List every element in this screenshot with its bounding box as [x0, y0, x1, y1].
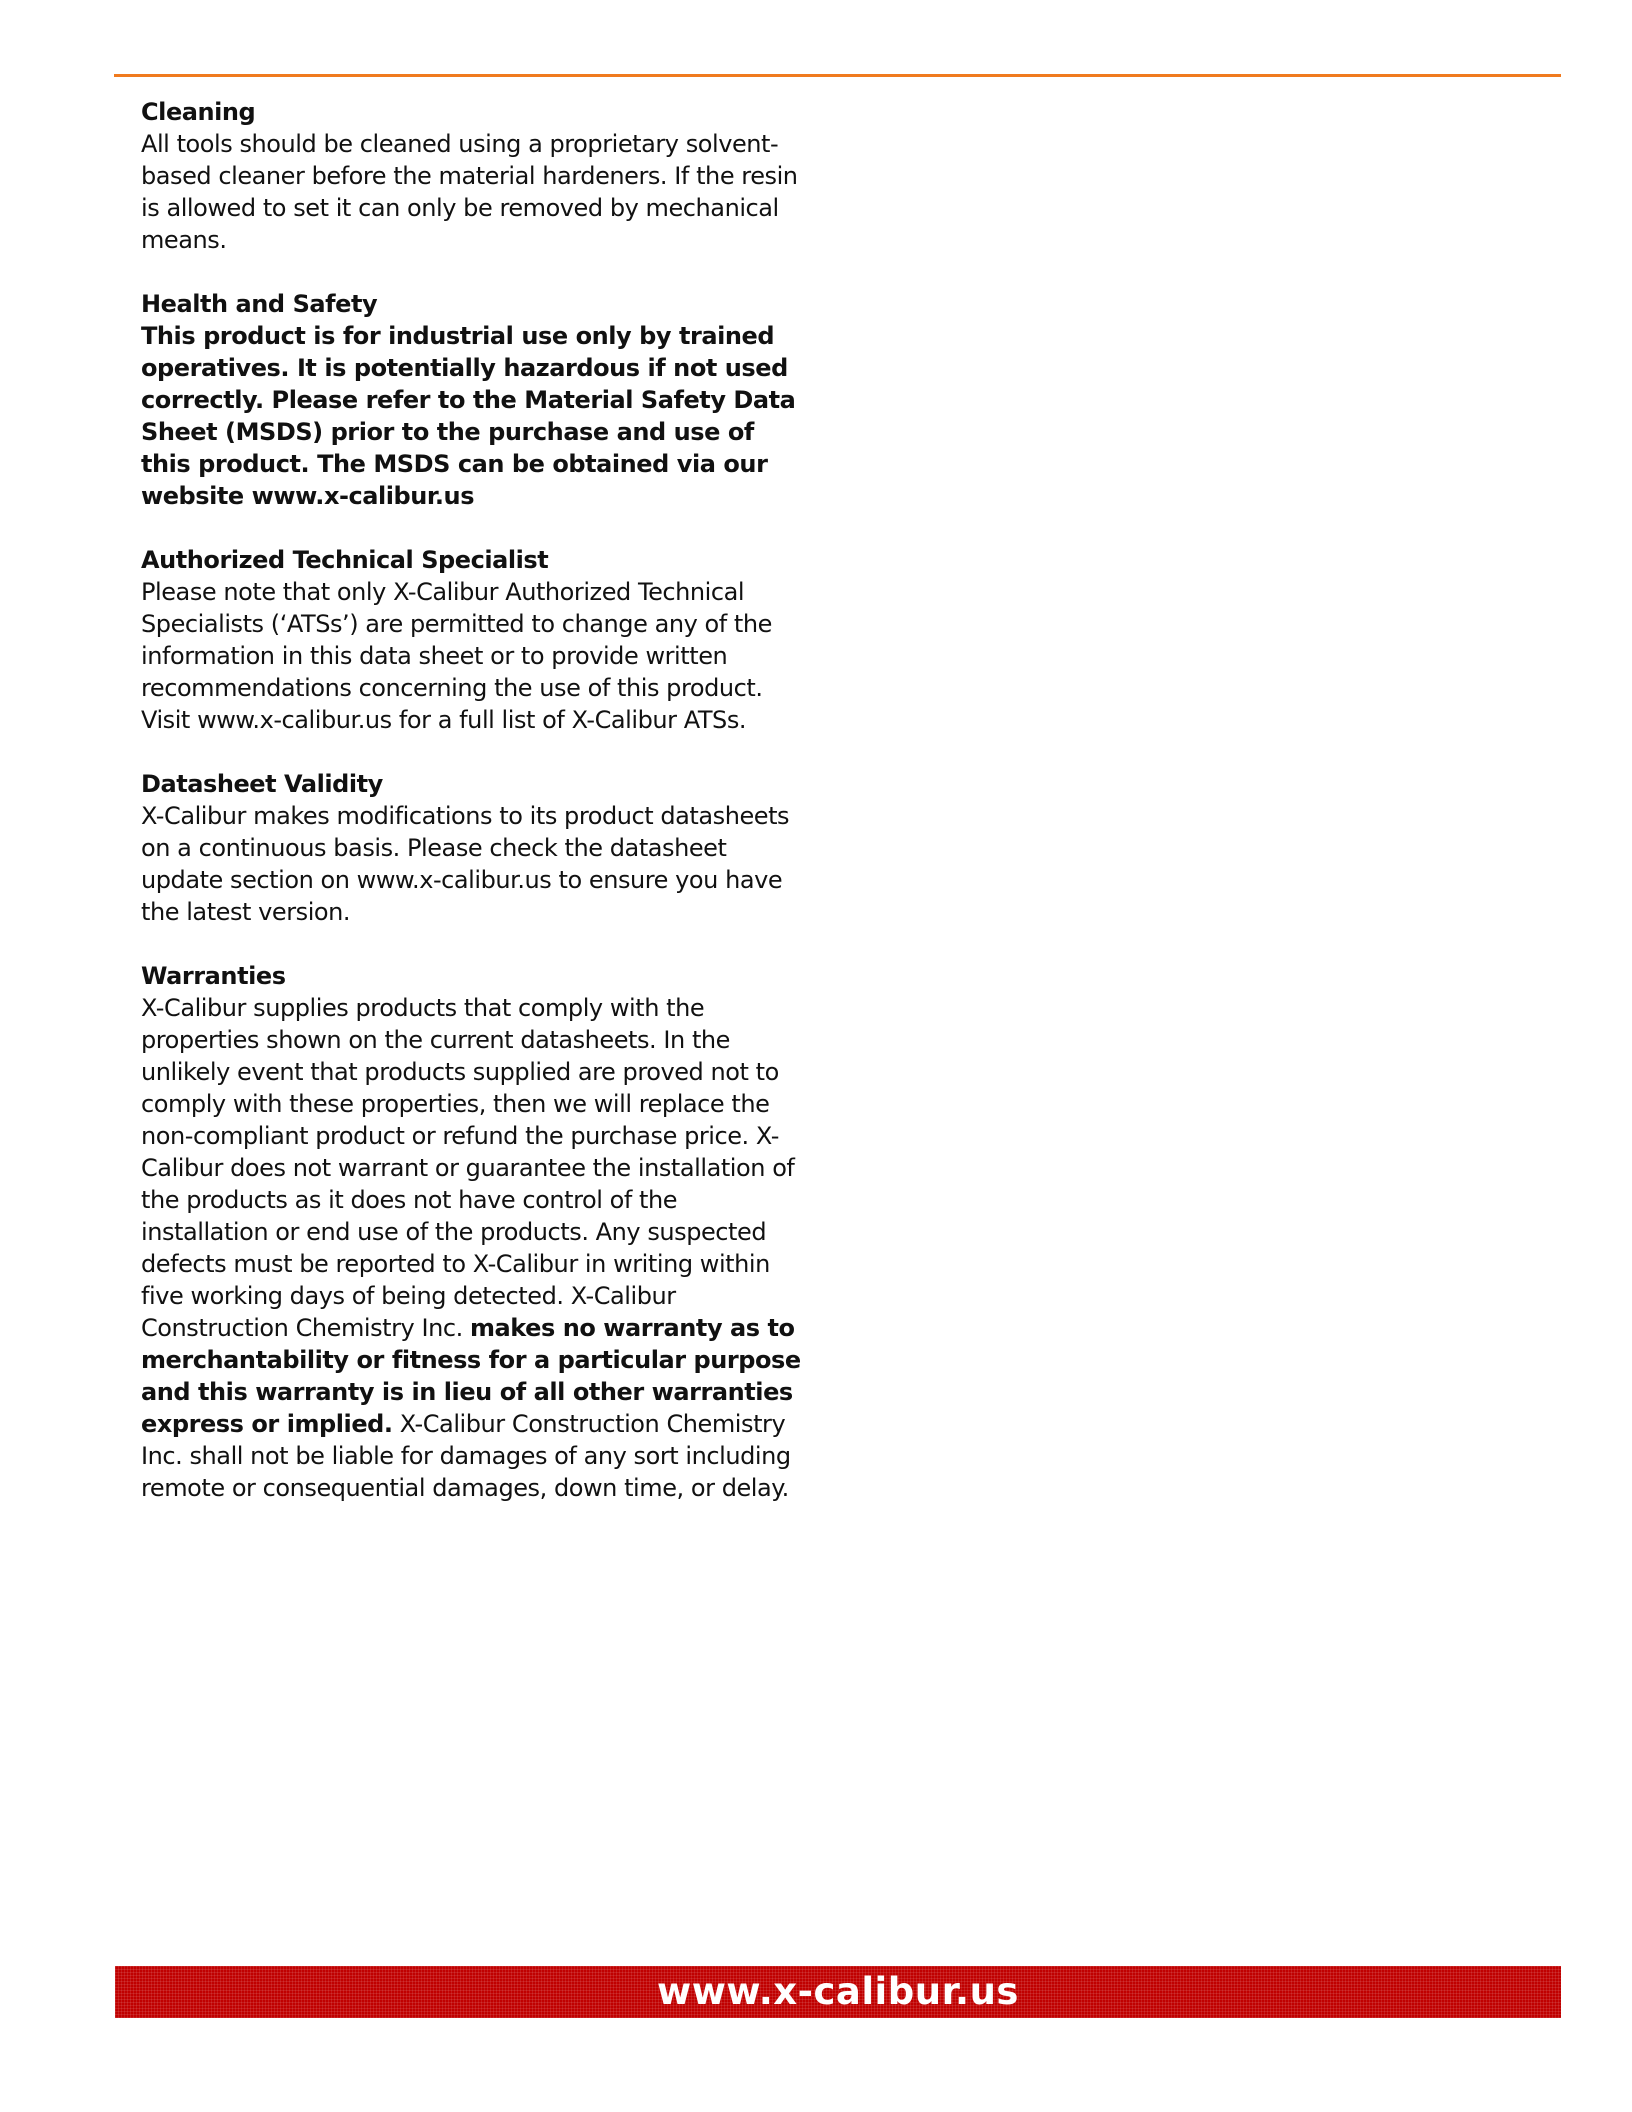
warranties-heading: Warranties [141, 962, 286, 990]
datasheet-validity-body: X-Calibur makes modifications to its product datasheets on a continuous basis. Please check the datasheet update section on www.x-calibur.us to ensure you have the latest version. [141, 802, 790, 926]
health-safety-heading: Health and Safety [141, 290, 378, 318]
health-safety-section [141, 288, 811, 512]
datasheet-content [141, 96, 811, 1536]
footer-website-link[interactable]: www.x-calibur.us [657, 1970, 1019, 2013]
ats-section [141, 544, 811, 736]
health-safety-body: This product is for industrial use only by trained operatives. It is potentially hazardous if not used correctly. Please refer to the Material Safety Data Sheet (MSDS) prior to the purchase and use of this product. The MSDS can be obtained via our website www.x-calibur.us [141, 322, 796, 510]
datasheet-validity-section [141, 768, 811, 928]
cleaning-heading: Cleaning [141, 98, 256, 126]
warranties-section [141, 960, 811, 1504]
cleaning-body: All tools should be cleaned using a proprietary solvent-based cleaner before the material hardeners. If the resin is allowed to set it can only be removed by mechanical means. [141, 130, 798, 254]
warranties-body-part1: X-Calibur supplies products that comply with the properties shown on the current datasheets. In the unlikely event that products supplied are proved not to comply with these properties, then we will replace the non-compliant product or refund the purchase price. X-Calibur does not warrant or guarantee the installation of the products as it does not have control of the installation or end use of the products. Any suspected defects must be reported to X-Calibur in writing within five working days of being detected. X-Calibur Construction Chemistry Inc. [141, 994, 795, 1342]
ats-heading: Authorized Technical Specialist [141, 546, 549, 574]
warranties-body [141, 992, 811, 1504]
warranties-disclaimer: makes no warranty as to merchantability or fitness for a particular purpose and this warranty is in lieu of all other warranties express or implied. [141, 1314, 801, 1438]
ats-body: Please note that only X-Calibur Authorized Technical Specialists (‘ATSs’) are permitted to change any of the information in this data sheet or to provide written recommendations concerning the use of this product. Visit www.x-calibur.us for a full list of X-Calibur ATSs. [141, 578, 772, 734]
warranties-body-part2: X-Calibur Construction Chemistry Inc. shall not be liable for damages of any sort including remote or consequential damages, down time, or delay. [141, 1410, 791, 1502]
datasheet-validity-heading: Datasheet Validity [141, 770, 383, 798]
cleaning-section [141, 96, 811, 256]
top-divider-rule [114, 74, 1561, 77]
footer-banner [115, 1966, 1561, 2018]
